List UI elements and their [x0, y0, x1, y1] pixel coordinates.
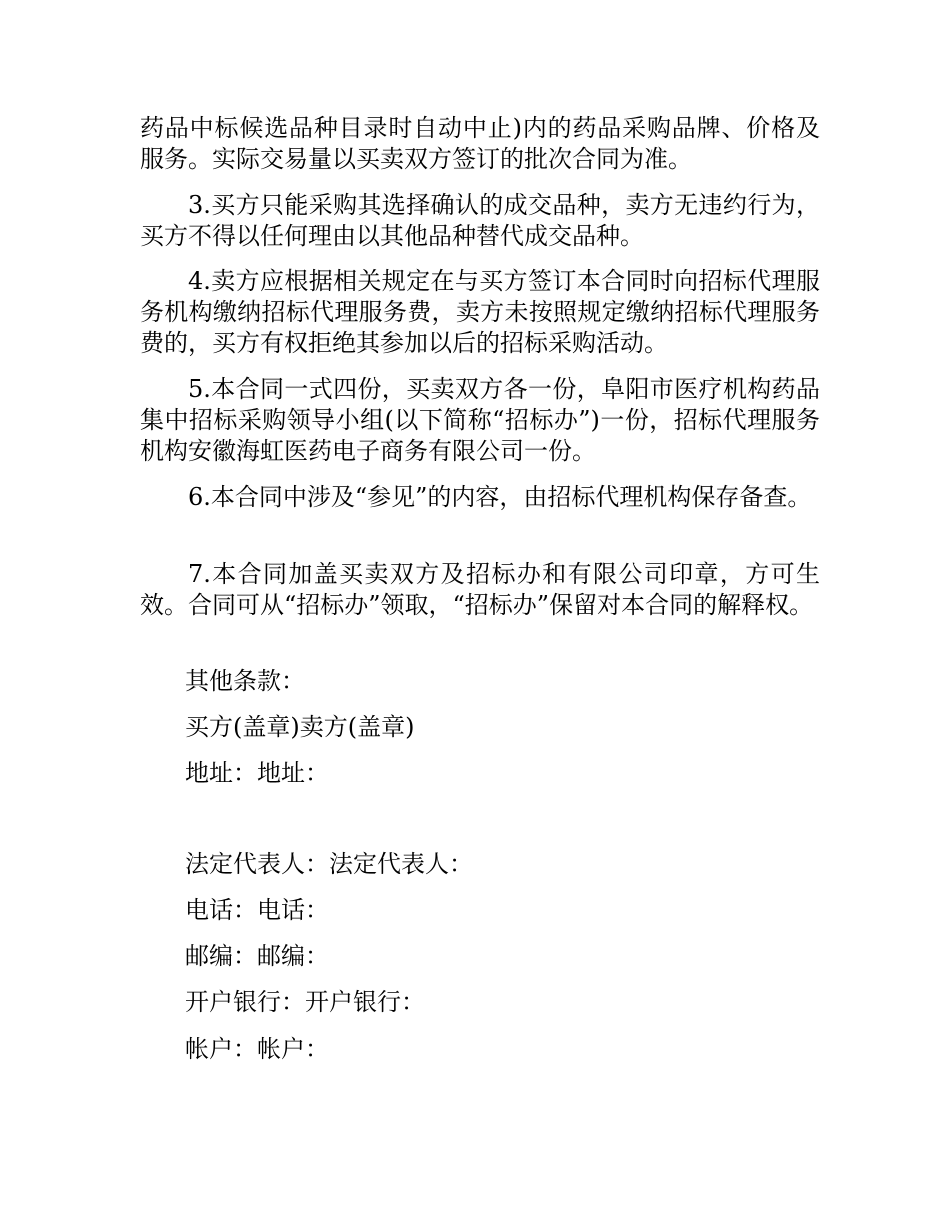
legal-representative-label: 法定代表人：法定代表人： [185, 850, 473, 878]
bank-label: 开户银行：开户银行： [185, 988, 425, 1016]
paragraph-clause-5: 5.本合同一式四份，买卖双方各一份，阜阳市医疗机构药品集中招标采购领导小组(以下简称“招标办”)一份，招标代理服务机构安徽海虹医药电子商务有限公司一份。 [140, 375, 820, 465]
paragraph-clause-7: 7.本合同加盖买卖双方及招标办和有限公司印章，方可生效。合同可从“招标办”领取，“招标办”保留对本合同的解释权。 [140, 560, 820, 619]
address-label: 地址：地址： [185, 759, 329, 787]
other-terms-label: 其他条款： [185, 667, 305, 695]
paragraph-clause-3: 3.买方只能采购其选择确认的成交品种，卖方无违约行为，买方不得以任何理由以其他品种替代成交品种。 [140, 191, 820, 250]
account-label: 帐户：帐户： [185, 1035, 329, 1063]
paragraph-continuation: 药品中标候选品种目录时自动中止)内的药品采购品牌、价格及服务。实际交易量以买卖双方签订的批次合同为准。 [140, 114, 820, 173]
postcode-label: 邮编：邮编： [185, 942, 329, 970]
seal-label: 买方(盖章)卖方(盖章) [185, 713, 415, 741]
phone-label: 电话：电话： [185, 896, 329, 924]
paragraph-clause-4: 4.卖方应根据相关规定在与买方签订本合同时向招标代理服务机构缴纳招标代理服务费，卖方未按照规定缴纳招标代理服务费的，买方有权拒绝其参加以后的招标采购活动。 [140, 267, 820, 357]
paragraph-clause-6: 6.本合同中涉及“参见”的内容，由招标代理机构保存备查。 [188, 483, 812, 511]
